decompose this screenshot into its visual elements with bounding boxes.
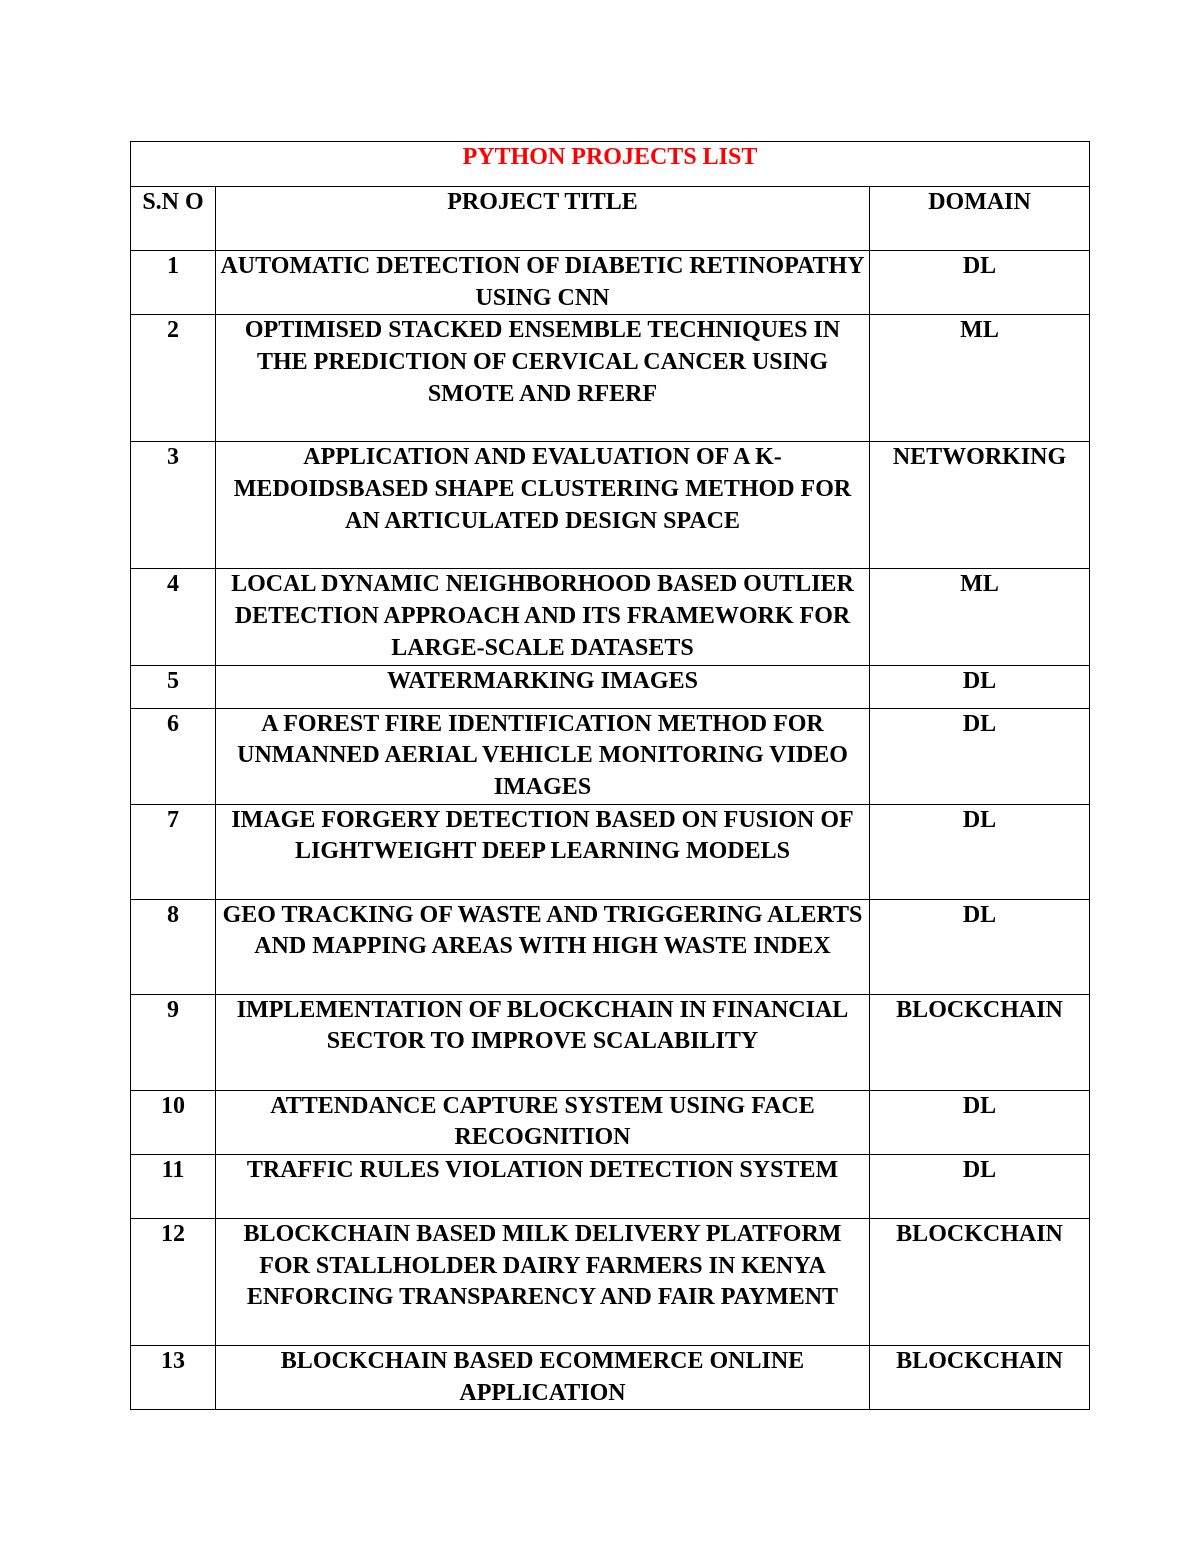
row-sno: 3 [131,442,216,569]
table-row [131,251,1090,315]
row-domain: DL [870,804,1090,899]
row-domain: BLOCKCHAIN [870,994,1090,1090]
row-sno: 4 [131,569,216,665]
row-domain: DL [870,708,1090,804]
table-row [131,315,1090,442]
row-sno: 6 [131,708,216,804]
table-row [131,708,1090,804]
header-project-title: PROJECT TITLE [216,187,870,251]
row-domain: DL [870,251,1090,315]
row-project-title: WATERMARKING IMAGES [216,665,870,708]
table-row [131,569,1090,665]
table-row [131,1219,1090,1346]
row-domain: DL [870,1155,1090,1219]
row-project-title: IMPLEMENTATION OF BLOCKCHAIN IN FINANCIAL SECTOR TO IMPROVE SCALABILITY [216,994,870,1090]
row-sno: 9 [131,994,216,1090]
row-domain: DL [870,1090,1090,1154]
row-domain: DL [870,899,1090,994]
row-sno: 10 [131,1090,216,1154]
row-domain: BLOCKCHAIN [870,1346,1090,1410]
row-sno: 13 [131,1346,216,1410]
projects-table [130,141,1090,1410]
table-row [131,1346,1090,1410]
table-row [131,804,1090,899]
row-domain: ML [870,315,1090,442]
table-row [131,1090,1090,1154]
row-domain: ML [870,569,1090,665]
table-title-row [131,142,1090,187]
table-row [131,665,1090,708]
row-project-title: APPLICATION AND EVALUATION OF A K-MEDOIDSBASED SHAPE CLUSTERING METHOD FOR AN ARTICULATED DESIGN SPACE [216,442,870,569]
row-project-title: AUTOMATIC DETECTION OF DIABETIC RETINOPATHY USING CNN [216,251,870,315]
row-project-title: TRAFFIC RULES VIOLATION DETECTION SYSTEM [216,1155,870,1219]
row-sno: 5 [131,665,216,708]
table-header-row [131,187,1090,251]
row-project-title: BLOCKCHAIN BASED ECOMMERCE ONLINE APPLICATION [216,1346,870,1410]
table-title: PYTHON PROJECTS LIST [462,144,758,170]
table-row [131,994,1090,1090]
row-project-title: GEO TRACKING OF WASTE AND TRIGGERING ALERTS AND MAPPING AREAS WITH HIGH WASTE INDEX [216,899,870,994]
table-row [131,1155,1090,1219]
row-sno: 12 [131,1219,216,1346]
row-sno: 1 [131,251,216,315]
row-sno: 2 [131,315,216,442]
row-project-title: ATTENDANCE CAPTURE SYSTEM USING FACE RECOGNITION [216,1090,870,1154]
row-domain: DL [870,665,1090,708]
row-sno: 11 [131,1155,216,1219]
row-project-title: OPTIMISED STACKED ENSEMBLE TECHNIQUES IN THE PREDICTION OF CERVICAL CANCER USING SMOTE AND RFERF [216,315,870,442]
row-project-title: LOCAL DYNAMIC NEIGHBORHOOD BASED OUTLIER DETECTION APPROACH AND ITS FRAMEWORK FOR LARGE-SCALE DATASETS [216,569,870,665]
header-sno: S.N O [131,187,216,251]
row-project-title: IMAGE FORGERY DETECTION BASED ON FUSION OF LIGHTWEIGHT DEEP LEARNING MODELS [216,804,870,899]
row-domain: BLOCKCHAIN [870,1219,1090,1346]
row-sno: 7 [131,804,216,899]
row-project-title: BLOCKCHAIN BASED MILK DELIVERY PLATFORM FOR STALLHOLDER DAIRY FARMERS IN KENYA ENFORCING TRANSPARENCY AND FAIR PAYMENT [216,1219,870,1346]
table-title-cell [131,142,1090,187]
header-domain: DOMAIN [870,187,1090,251]
table-row [131,899,1090,994]
row-sno: 8 [131,899,216,994]
row-domain: NETWORKING [870,442,1090,569]
table-row [131,442,1090,569]
row-project-title: A FOREST FIRE IDENTIFICATION METHOD FOR UNMANNED AERIAL VEHICLE MONITORING VIDEO IMAGES [216,708,870,804]
